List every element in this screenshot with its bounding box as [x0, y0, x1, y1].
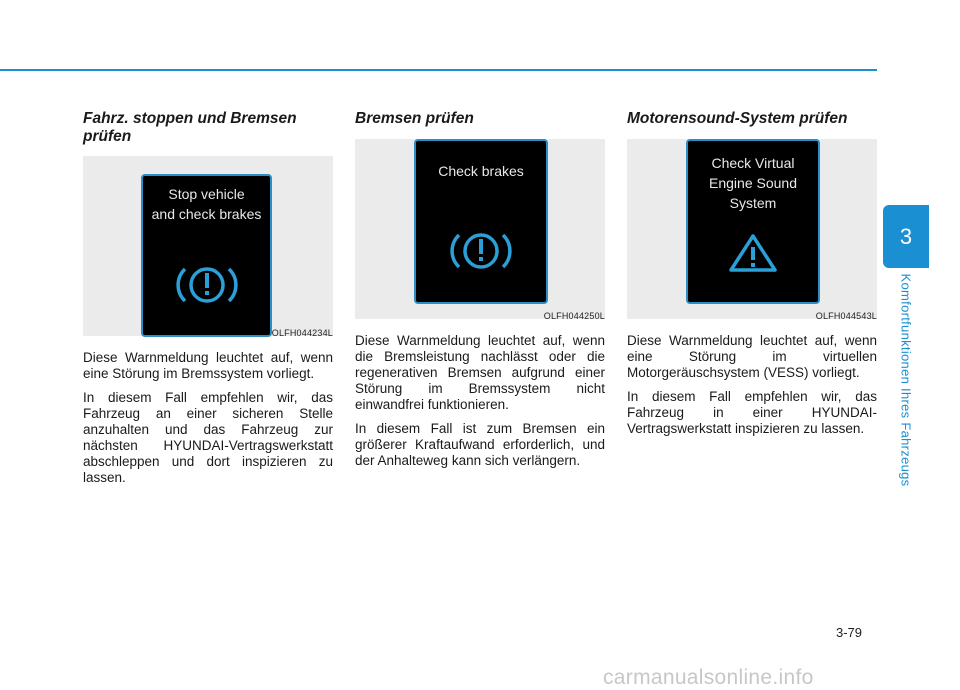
cluster-display [141, 174, 272, 337]
section-heading: Fahrz. stoppen und Bremsen prüfen [83, 110, 297, 145]
image-code: OLFH044543L [815, 311, 877, 321]
display-message: Stop vehicle and check brakes [151, 186, 262, 222]
image-code: OLFH044234L [271, 328, 333, 338]
paragraph: In diesem Fall empfehlen wir, das Fahrzeug in einer HYUNDAI-Vertragswerkstatt inspizieren zu lassen. [627, 389, 877, 436]
warning-figure [627, 139, 877, 319]
brake-warning-icon [175, 260, 239, 310]
chapter-title: Komfortfunktionen Ihres Fahrzeugs [898, 273, 914, 487]
paragraph: In diesem Fall empfehlen wir, das Fahrzeug an einer sicheren Stelle anzuhalten und das Fahrzeug zur nächsten HYUNDAI-Vertragswerkstatt abschleppen und dort inspizieren zu lassen. [83, 390, 333, 485]
display-message: Check brakes [438, 163, 524, 179]
page-number: 3-79 [836, 625, 863, 640]
section-vess [627, 110, 877, 445]
cluster-display [686, 139, 820, 304]
section-body [627, 333, 877, 437]
warning-figure [355, 139, 605, 319]
warning-triangle-icon [728, 233, 778, 273]
brake-warning-icon [449, 226, 513, 276]
section-heading: Bremsen prüfen [355, 110, 474, 127]
section-stop-brakes [83, 110, 333, 494]
display-message: Check Virtual Engine Sound System [709, 155, 797, 211]
image-code: OLFH044250L [543, 311, 605, 321]
cluster-display [414, 139, 548, 304]
top-rule [0, 69, 877, 71]
section-body [355, 333, 605, 469]
paragraph: In diesem Fall ist zum Bremsen ein größerer Kraftaufwand erforderlich, und der Anhalteweg kann sich verlängern. [355, 421, 605, 468]
paragraph: Diese Warnmeldung leuchtet auf, wenn eine Störung im virtuellen Motorgeräuschsystem (VESS) vorliegt. [627, 333, 877, 380]
warning-figure [83, 156, 333, 336]
paragraph: Diese Warnmeldung leuchtet auf, wenn eine Störung im Bremssystem vorliegt. [83, 350, 333, 381]
section-heading: Motorensound-System prüfen [627, 110, 848, 127]
section-check-brakes [355, 110, 605, 477]
watermark: carmanualsonline.info [603, 666, 814, 689]
section-body [83, 350, 333, 486]
chapter-tab: 3 [883, 205, 929, 268]
paragraph: Diese Warnmeldung leuchtet auf, wenn die Bremsleistung nachlässt oder die regenerativen Bremsen aufgrund einer Störung im Bremssystem nicht einwandfrei funktionieren. [355, 333, 605, 412]
